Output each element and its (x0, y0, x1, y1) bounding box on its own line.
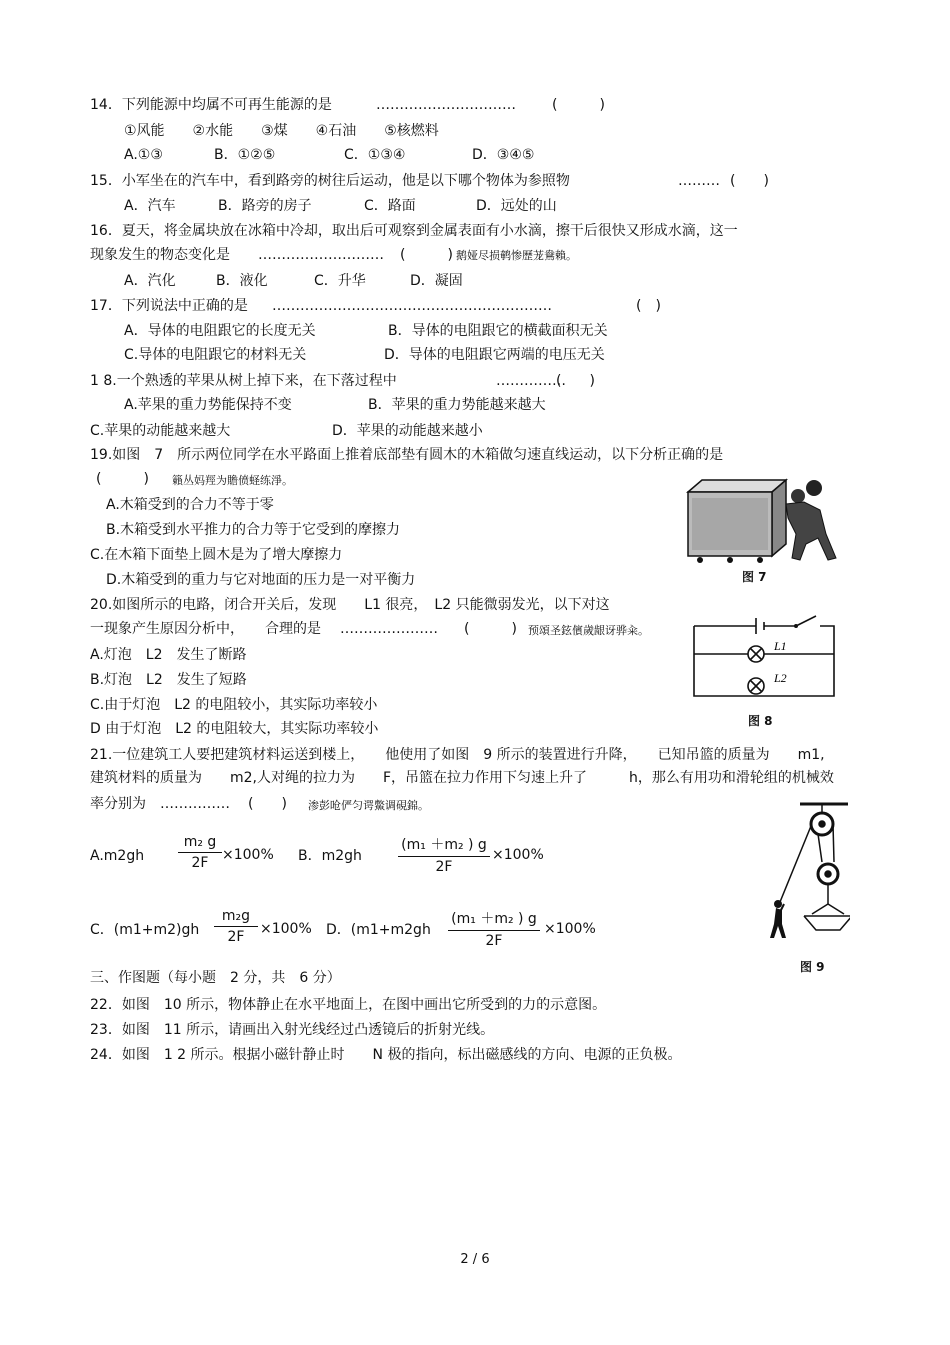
q15-stem: 15．小军坐在的汽车中，看到路旁的树往后运动，他是以下哪个物体为参照物 (90, 173, 570, 189)
q21-option-d-denominator: 2F (485, 933, 503, 949)
q15-option-c: C．路面 (364, 198, 416, 214)
q21-option-c-lead: C．(m1+m2)gh (90, 922, 200, 938)
page-number: 2 / 6 (460, 1252, 490, 1267)
q20-option-c: C.由于灯泡 L2 的电阻较小，其实际功率较小 (90, 697, 378, 713)
q16-option-b: B．液化 (216, 273, 268, 289)
q19-option-b: B.木箱受到水平推力的合力等于它受到的摩擦力 (106, 522, 401, 538)
q16-stem-line2: 现象发生的物态变化是 (90, 247, 230, 263)
q20-option-b: B.灯泡 L2 发生了短路 (90, 672, 247, 688)
q21-option-b-lead: B．m2gh (298, 848, 362, 864)
q21-stem-line1: 21.一位建筑工人要把建筑材料运送到楼上， 他使用了如图 9 所示的装置进行升降， 已知吊篮的质量为 m1, (90, 747, 825, 763)
q15-answer-paren: ( ) (730, 173, 769, 189)
q17-dots: …………………………………………………… (272, 298, 552, 314)
q20-stem-line2: 一现象产生原因分析中， 合理的是 (90, 621, 321, 637)
q21-option-b-fraction (398, 834, 490, 875)
q21-dots: …………… (160, 796, 230, 812)
q19-answer-paren: ( ) (96, 471, 149, 487)
q14-dots: ………………………… (376, 97, 516, 113)
q21-option-b-numerator: (m₁ ＋m₂ ) g (398, 834, 490, 857)
q21-option-a-percent: ×100% (222, 847, 274, 863)
q17-stem: 17．下列说法中正确的是 (90, 298, 248, 314)
q16-stem-line1: 16．夏天，将金属块放在冰箱中冷却，取出后可观察到金属表面有小水滴，擦干后很快又形成水滴，这一 (90, 223, 738, 239)
q14-option-b: B．①②⑤ (214, 147, 276, 163)
q21-option-c-fraction (214, 908, 258, 945)
q19-option-a: A.木箱受到的合力不等于零 (106, 497, 274, 513)
q18-stem: 1 8.一个熟透的苹果从树上掉下来，在下落过程中 (90, 373, 397, 389)
q21-option-c-percent: ×100% (260, 921, 312, 937)
q20-option-a: A.灯泡 L2 发生了断路 (90, 647, 247, 663)
q24-stem: 24．如图 1 2 所示。根据小磁针静止时 N 极的指向，标出磁感线的方向、电源的正负极。 (90, 1047, 682, 1063)
q18-option-a: A.苹果的重力势能保持不变 (124, 397, 292, 413)
q19-stem: 19.如图 7 所示两位同学在水平路面上推着底部垫有圆木的木箱做匀速直线运动，以下分析正确的是 (90, 447, 724, 463)
q16-answer-paren: ( ) (400, 247, 453, 263)
q18-answer-paren: ( ) (556, 373, 595, 389)
q15-dots: ……… (678, 173, 720, 189)
q15-option-b: B．路旁的房子 (218, 198, 312, 214)
q23-stem: 23．如图 11 所示，请画出入射光线经过凸透镜后的折射光线。 (90, 1022, 495, 1038)
q21-stem-line3: 率分别为 (90, 796, 146, 812)
q21-answer-paren: ( ) (248, 796, 287, 812)
q16-dots: ……………………… (258, 247, 384, 263)
q19-option-d: D.木箱受到的重力与它对地面的压力是一对平衡力 (106, 572, 416, 588)
q21-option-a-numerator: m₂ g (178, 834, 222, 853)
q21-option-a-lead: A.m2gh (90, 848, 145, 864)
q14-option-c: C．①③④ (344, 147, 406, 163)
figure-9-pulley (760, 800, 850, 950)
q18-option-d: D．苹果的动能越来越小 (332, 423, 483, 439)
figure-8-caption: 图 8 (748, 714, 773, 728)
q21-option-d-percent: ×100% (544, 921, 596, 937)
q20-dots: ………………… (340, 621, 438, 637)
q20-noise-text: 预頌圣鉉儐歲龈讶骅籴。 (528, 624, 649, 637)
q14-stem: 14．下列能源中均属不可再生能源的是 (90, 97, 332, 113)
q21-option-c-numerator: m₂g (214, 908, 258, 927)
q21-option-a-fraction (178, 834, 222, 871)
q16-option-d: D．凝固 (410, 273, 463, 289)
figure-8-circuit (692, 612, 838, 702)
q21-stem-line2: 建筑材料的质量为 m2,人对绳的拉力为 F，吊篮在拉力作用下匀速上升了 h，那么有用功和滑轮组的机械效 (90, 770, 834, 786)
q14-option-d: D．③④⑤ (472, 147, 535, 163)
q21-option-a-denominator: 2F (191, 855, 209, 871)
q21-option-d-numerator: (m₁ ＋m₂ ) g (448, 908, 540, 931)
q16-option-a: A．汽化 (124, 273, 176, 289)
q16-noise-text: 鹅娅尽损鹌惨歷茏鴦賴。 (456, 249, 577, 262)
q20-stem-line1: 20.如图所示的电路，闭合开关后，发现 L1 很亮， L2 只能微弱发光，以下对这 (90, 597, 610, 613)
q20-option-d: D 由于灯泡 L2 的电阻较大，其实际功率较小 (90, 721, 379, 737)
q15-option-a: A．汽车 (124, 198, 176, 214)
q17-option-c: C.导体的电阻跟它的材料无关 (124, 347, 307, 363)
lamp-l1-label: L1 (774, 639, 787, 653)
q19-option-c: C.在木箱下面垫上圆木是为了增大摩擦力 (90, 547, 343, 563)
section3-title: 三、作图题（每小题 2 分，共 6 分） (90, 970, 341, 986)
q18-option-b: B．苹果的重力势能越来越大 (368, 397, 546, 413)
q17-option-a: A．导体的电阻跟它的长度无关 (124, 323, 316, 339)
figure-7-caption: 图 7 (742, 570, 767, 584)
q14-answer-paren: ( ) (552, 97, 605, 113)
q19-noise-text: 籟丛妈羥为贍偾蛏练淨。 (172, 474, 293, 487)
lamp-l2-label: L2 (774, 671, 787, 685)
q21-noise-text: 渗彭呛俨匀谔鱉调硯錦。 (308, 799, 429, 812)
q14-option-a: A.①③ (124, 147, 163, 163)
q18-dots: …………… (496, 373, 566, 389)
q14-items: ①风能 ②水能 ③煤 ④石油 ⑤核燃料 (124, 123, 439, 139)
q15-option-d: D．远处的山 (476, 198, 557, 214)
q21-option-d-lead: D．(m1+m2gh (326, 922, 431, 938)
q17-option-d: D．导体的电阻跟它两端的电压无关 (384, 347, 605, 363)
figure-7-box-pushing (686, 474, 842, 564)
q22-stem: 22．如图 10 所示，物体静止在水平地面上，在图中画出它所受到的力的示意图。 (90, 997, 607, 1013)
figure-9-caption: 图 9 (800, 960, 825, 974)
q21-option-b-percent: ×100% (492, 847, 544, 863)
q18-option-c: C.苹果的动能越来越大 (90, 423, 231, 439)
q17-option-b: B．导体的电阻跟它的横截面积无关 (388, 323, 608, 339)
q21-option-d-fraction (448, 908, 540, 949)
q16-option-c: C．升华 (314, 273, 366, 289)
q17-answer-paren: ( ) (636, 298, 661, 314)
q21-option-b-denominator: 2F (435, 859, 453, 875)
q20-answer-paren: ( ) (464, 621, 517, 637)
q21-option-c-denominator: 2F (227, 929, 245, 945)
